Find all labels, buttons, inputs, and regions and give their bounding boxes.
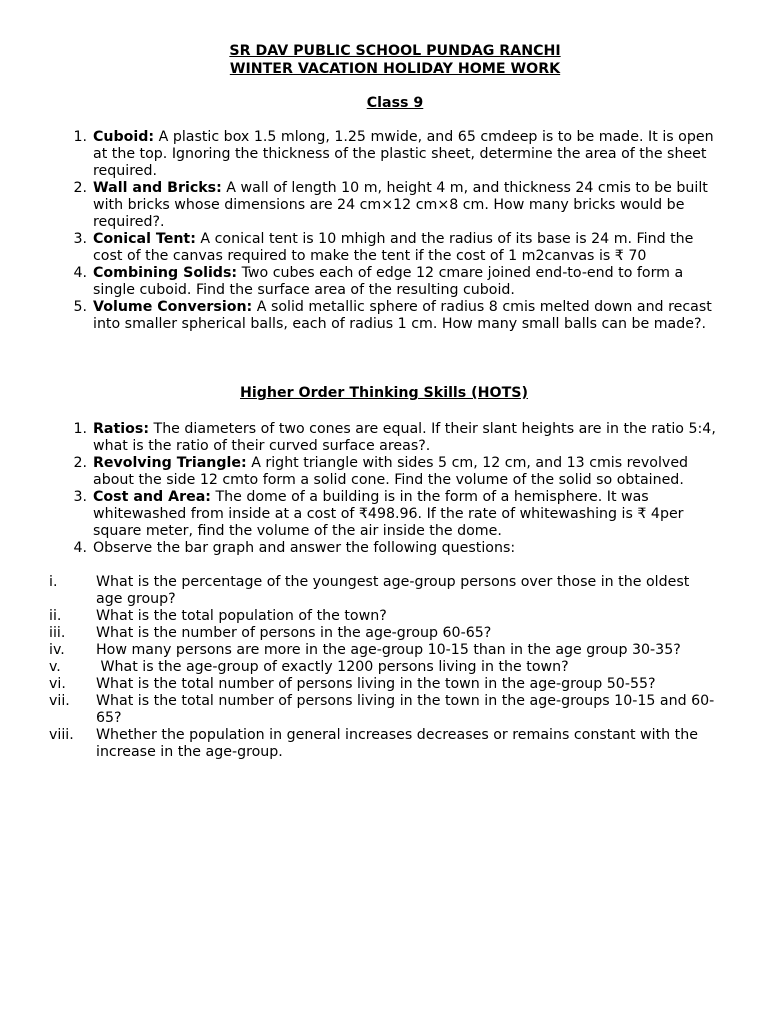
question-text: A wall of length 10 m, height 4 m, and thickness 24 cmis to be built with bricks whose dimensions are 24 cm×12 cm×8 cm. How many bricks would be required?.	[93, 180, 708, 230]
subquestion-text: What is the percentage of the youngest age-group persons over those in the oldest age group?	[96, 574, 690, 607]
question-title: Revolving Triangle:	[93, 455, 247, 471]
question-text: Two cubes each of edge 12 cmare joined end-to-end to form a single cuboid. Find the surface area of the resulting cuboid.	[93, 265, 684, 298]
bar-graph-subquestion-list	[0, 574, 768, 761]
subquestion-text: What is the total number of persons living in the town in the age-group 50-55?	[96, 676, 656, 692]
school-name: SR DAV PUBLIC SCHOOL PUNDAG RANCHI	[229, 43, 561, 59]
subquestion-number: vi.	[49, 676, 66, 692]
question-title: Cuboid:	[93, 129, 155, 145]
question-title: Cost and Area:	[93, 489, 211, 505]
subquestion-number: iv.	[49, 642, 65, 658]
question-text: The diameters of two cones are equal. If their slant heights are in the ratio 5:4, what is the ratio of their curved surface areas?.	[93, 421, 716, 454]
subquestion-text: What is the total number of persons living in the town in the age-groups 10-15 and 60-65?	[96, 693, 715, 726]
hots-question-item	[0, 540, 768, 557]
question-number: 1.	[73, 129, 87, 145]
question-item	[0, 265, 768, 299]
subquestion-item	[0, 625, 768, 642]
subquestion-number: i.	[49, 574, 58, 590]
question-text: The dome of a building is in the form of a hemisphere. It was whitewashed from inside at a cost of ₹498.96. If the rate of whitewashing is ₹ 4per square meter, find the volume of the air inside the dome.	[93, 489, 684, 539]
subquestion-number: iii.	[49, 625, 66, 641]
subquestion-number: viii.	[49, 727, 74, 743]
hots-question-list	[0, 421, 768, 557]
document-subtitle: WINTER VACATION HOLIDAY HOME WORK	[229, 61, 561, 77]
question-number: 5.	[73, 299, 87, 315]
hots-question-item	[0, 489, 768, 540]
subquestion-item	[0, 642, 768, 659]
question-number: 3.	[73, 489, 87, 505]
question-number: 4.	[73, 265, 87, 281]
question-number: 1.	[73, 421, 87, 437]
subquestion-item	[0, 727, 768, 761]
question-text: A solid metallic sphere of radius 8 cmis melted down and recast into smaller spherical balls, each of radius 1 cm. How many small balls can be made?.	[93, 299, 712, 332]
question-number: 2.	[73, 455, 87, 471]
subquestion-number: ii.	[49, 608, 62, 624]
question-text: Observe the bar graph and answer the following questions:	[93, 540, 516, 556]
subquestion-item	[0, 659, 768, 676]
question-title: Conical Tent:	[93, 231, 196, 247]
class-label: Class 9	[366, 95, 424, 111]
hots-question-item	[0, 421, 768, 455]
subquestion-text: What is the number of persons in the age-group 60-65?	[96, 625, 492, 641]
subquestion-text: What is the total population of the town?	[96, 608, 387, 624]
question-title: Ratios:	[93, 421, 150, 437]
question-title: Volume Conversion:	[93, 299, 253, 315]
question-number: 3.	[73, 231, 87, 247]
hots-title: Higher Order Thinking Skills (HOTS)	[240, 385, 528, 401]
hots-question-item	[0, 455, 768, 489]
question-item	[0, 231, 768, 265]
question-item	[0, 180, 768, 231]
subquestion-item	[0, 693, 768, 727]
question-number: 2.	[73, 180, 87, 196]
question-title: Combining Solids:	[93, 265, 238, 281]
subquestion-number: v.	[49, 659, 61, 675]
subquestion-text: Whether the population in general increases decreases or remains constant with the increase in the age-group.	[96, 727, 698, 760]
question-item	[0, 129, 768, 180]
subquestion-text: How many persons are more in the age-group 10-15 than in the age group 30-35?	[96, 642, 681, 658]
question-item	[0, 299, 768, 333]
question-list	[0, 129, 768, 333]
question-text: A right triangle with sides 5 cm, 12 cm, and 13 cmis revolved about the side 12 cmto form a solid cone. Find the volume of the solid so obtained.	[93, 455, 689, 488]
question-title: Wall and Bricks:	[93, 180, 222, 196]
question-number: 4.	[73, 540, 87, 556]
subquestion-number: vii.	[49, 693, 70, 709]
subquestion-item	[0, 676, 768, 693]
subquestion-item	[0, 574, 768, 608]
question-text: A plastic box 1.5 mlong, 1.25 mwide, and 65 cmdeep is to be made. It is open at the top. Ignoring the thickness of the plastic sheet, determine the area of the sheet required.	[93, 129, 714, 179]
subquestion-text: What is the age-group of exactly 1200 persons living in the town?	[96, 659, 569, 675]
question-text: A conical tent is 10 mhigh and the radius of its base is 24 m. Find the cost of the canvas required to make the tent if the cost of 1 m2canvas is ₹ 70	[93, 231, 694, 264]
subquestion-item	[0, 608, 768, 625]
